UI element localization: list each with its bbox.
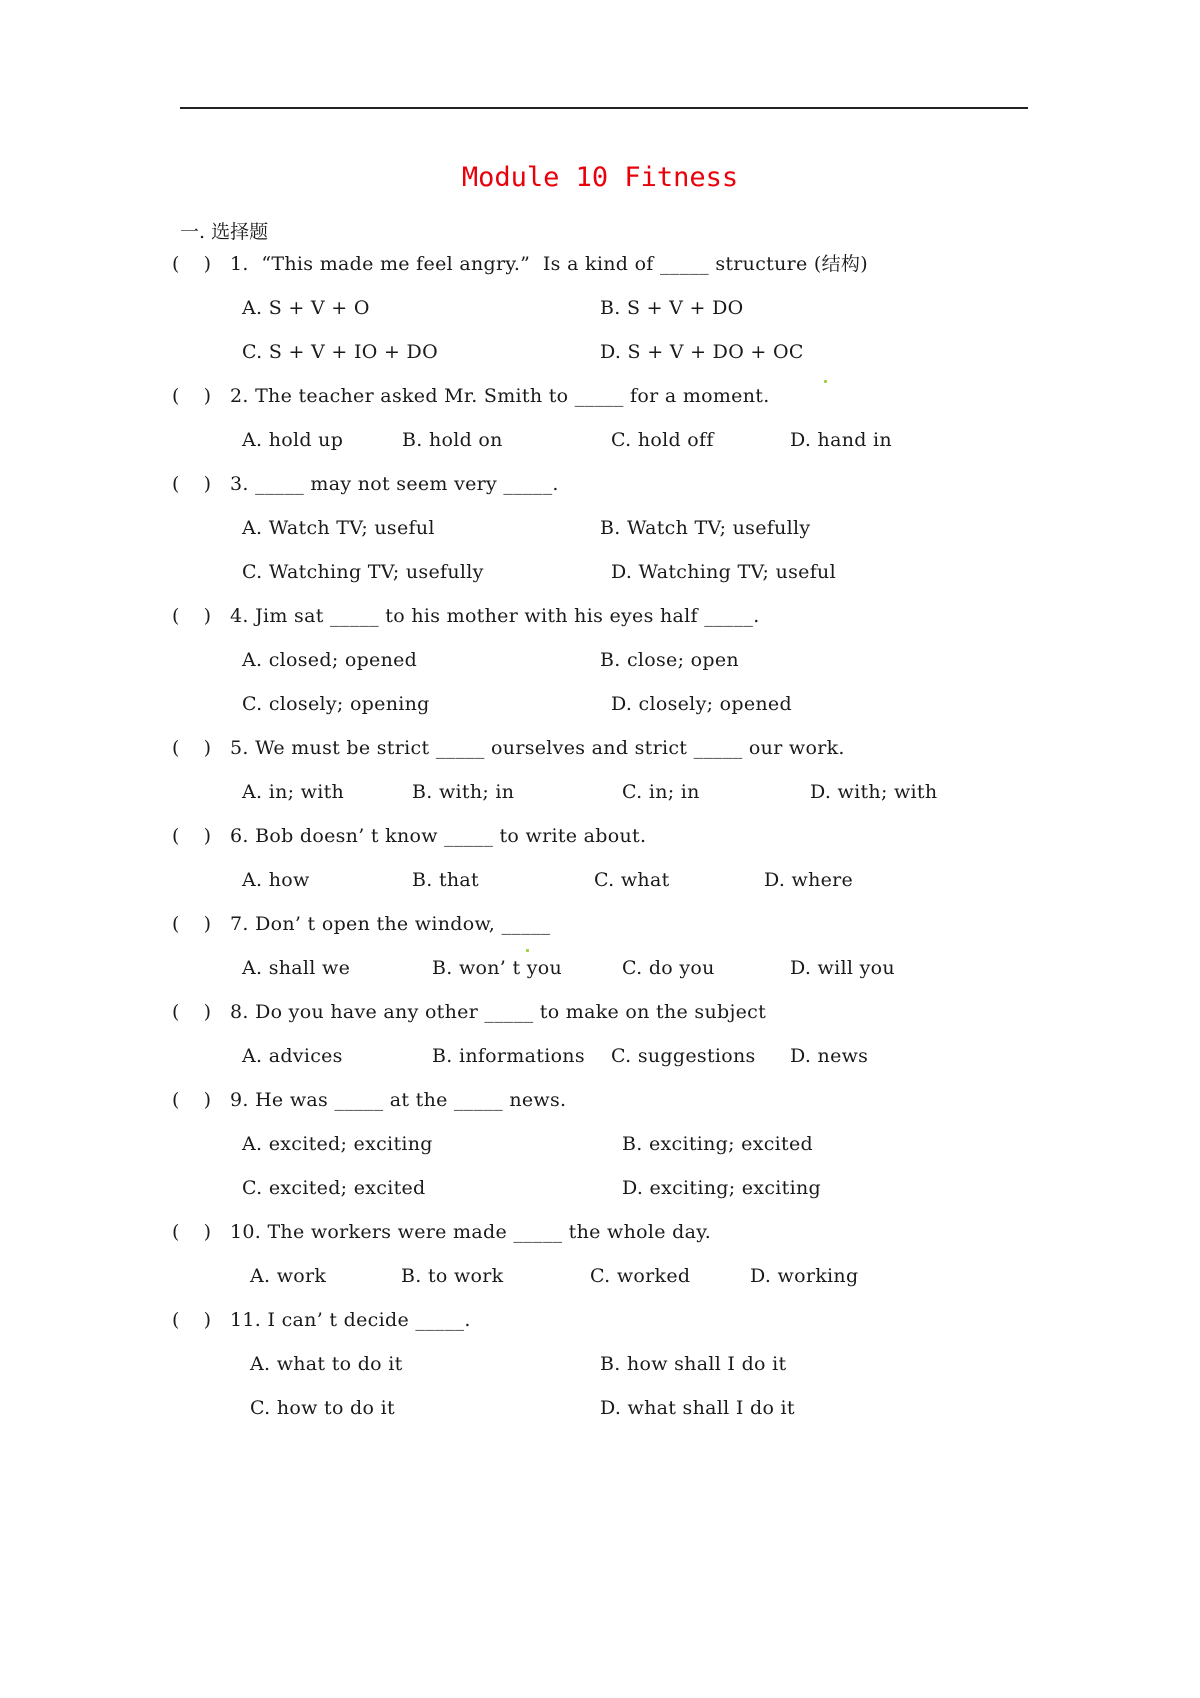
answer-blank[interactable]: ( ) xyxy=(172,253,211,275)
question-stem: 6. Bob doesn’ t know _____ to write about. xyxy=(230,825,647,847)
option-d[interactable]: D. working xyxy=(750,1265,859,1287)
option-a[interactable]: A. in; with xyxy=(242,781,345,803)
question-stem: 1. “This made me feel angry.” Is a kind of _____ structure (结构) xyxy=(230,253,868,275)
option-c[interactable]: C. in; in xyxy=(622,781,700,803)
option-a[interactable]: A. what to do it xyxy=(250,1353,403,1375)
option-b[interactable]: B. with; in xyxy=(412,781,515,803)
option-a[interactable]: A. excited; exciting xyxy=(242,1133,433,1155)
question-stem: 2. The teacher asked Mr. Smith to _____ for a moment. xyxy=(230,385,770,407)
answer-blank[interactable]: ( ) xyxy=(172,605,211,627)
option-c[interactable]: C. hold off xyxy=(611,429,714,451)
option-c[interactable]: C. what xyxy=(594,869,670,891)
option-d[interactable]: D. hand in xyxy=(790,429,892,451)
option-a[interactable]: A. S + V + O xyxy=(242,297,370,319)
option-d[interactable]: D. closely; opened xyxy=(611,693,792,715)
option-c[interactable]: C. closely; opening xyxy=(242,693,430,715)
option-d[interactable]: D. news xyxy=(790,1045,869,1067)
option-d[interactable]: D. with; with xyxy=(810,781,938,803)
answer-blank[interactable]: ( ) xyxy=(172,825,211,847)
section-heading: 一. 选择题 xyxy=(180,221,269,243)
option-d[interactable]: D. Watching TV; useful xyxy=(611,561,836,583)
scan-speck xyxy=(824,380,827,383)
option-c[interactable]: C. excited; excited xyxy=(242,1177,426,1199)
question-stem: 10. The workers were made _____ the whole day. xyxy=(230,1221,712,1243)
question-stem: 3. _____ may not seem very _____. xyxy=(230,473,559,495)
option-a[interactable]: A. hold up xyxy=(242,429,344,451)
option-a[interactable]: A. work xyxy=(250,1265,327,1287)
question-stem: 4. Jim sat _____ to his mother with his eyes half _____. xyxy=(230,605,760,627)
option-a[interactable]: A. advices xyxy=(242,1045,343,1067)
option-c[interactable]: C. do you xyxy=(622,957,715,979)
option-c[interactable]: C. how to do it xyxy=(250,1397,395,1419)
option-d[interactable]: D. S + V + DO + OC xyxy=(600,341,804,363)
answer-blank[interactable]: ( ) xyxy=(172,1221,211,1243)
option-b[interactable]: B. hold on xyxy=(402,429,503,451)
answer-blank[interactable]: ( ) xyxy=(172,1089,211,1111)
option-b[interactable]: B. Watch TV; usefully xyxy=(600,517,811,539)
option-a[interactable]: A. Watch TV; useful xyxy=(242,517,435,539)
question-stem: 9. He was _____ at the _____ news. xyxy=(230,1089,567,1111)
option-b[interactable]: B. close; open xyxy=(600,649,739,671)
scan-speck xyxy=(526,949,529,952)
question-stem: 8. Do you have any other _____ to make on the subject xyxy=(230,1001,767,1023)
answer-blank[interactable]: ( ) xyxy=(172,385,211,407)
option-a[interactable]: A. shall we xyxy=(242,957,351,979)
option-c[interactable]: C. worked xyxy=(590,1265,691,1287)
option-d[interactable]: D. will you xyxy=(790,957,895,979)
question-stem: 11. I can’ t decide _____. xyxy=(230,1309,471,1331)
option-b[interactable]: B. won’ t you xyxy=(432,957,563,979)
option-b[interactable]: B. how shall I do it xyxy=(600,1353,787,1375)
answer-blank[interactable]: ( ) xyxy=(172,473,211,495)
option-b[interactable]: B. to work xyxy=(401,1265,504,1287)
answer-blank[interactable]: ( ) xyxy=(172,913,211,935)
question-stem: 5. We must be strict _____ ourselves and strict _____ our work. xyxy=(230,737,845,759)
option-a[interactable]: A. closed; opened xyxy=(242,649,418,671)
option-c[interactable]: C. S + V + IO + DO xyxy=(242,341,438,363)
option-c[interactable]: C. suggestions xyxy=(611,1045,756,1067)
header-rule xyxy=(180,107,1028,109)
question-stem: 7. Don’ t open the window, _____ xyxy=(230,913,551,935)
option-c[interactable]: C. Watching TV; usefully xyxy=(242,561,484,583)
option-d[interactable]: D. where xyxy=(764,869,854,891)
option-a[interactable]: A. how xyxy=(242,869,310,891)
option-b[interactable]: B. S + V + DO xyxy=(600,297,744,319)
option-d[interactable]: D. what shall I do it xyxy=(600,1397,795,1419)
answer-blank[interactable]: ( ) xyxy=(172,1309,211,1331)
option-b[interactable]: B. informations xyxy=(432,1045,585,1067)
answer-blank[interactable]: ( ) xyxy=(172,737,211,759)
option-b[interactable]: B. that xyxy=(412,869,479,891)
option-d[interactable]: D. exciting; exciting xyxy=(622,1177,821,1199)
page-title: Module 10 Fitness xyxy=(461,162,739,193)
answer-blank[interactable]: ( ) xyxy=(172,1001,211,1023)
option-b[interactable]: B. exciting; excited xyxy=(622,1133,813,1155)
